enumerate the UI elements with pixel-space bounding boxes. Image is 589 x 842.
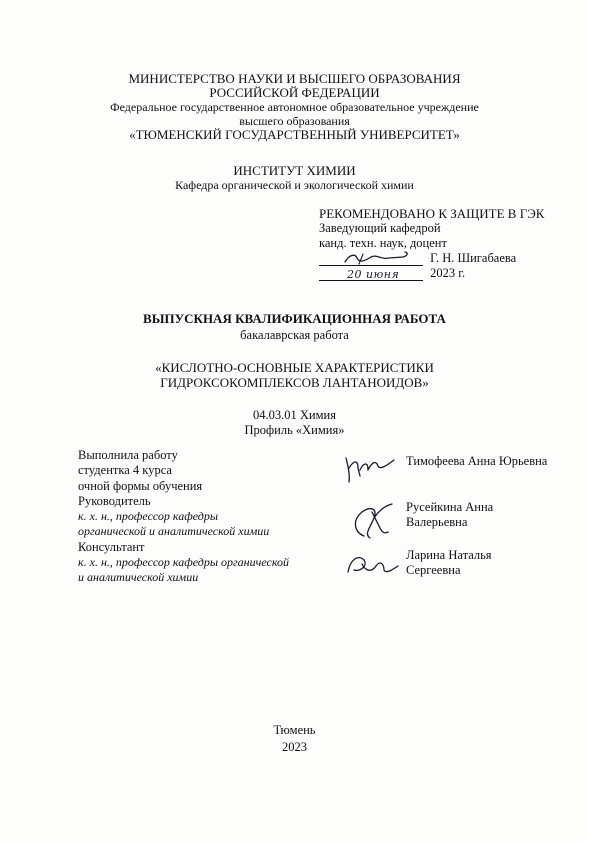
institution-line-2: высшего образования xyxy=(239,114,350,128)
author-role-line-3: очной формы обучения xyxy=(78,478,203,493)
author-name: Тимофеева Анна Юрьевна xyxy=(406,454,548,468)
supervisor-name-line-1: Русейкина Анна xyxy=(406,500,494,514)
head-signature-icon xyxy=(319,251,423,265)
footer-city: Тюмень xyxy=(273,723,316,737)
supervisor-title-line-2: органической и аналитической химии xyxy=(78,524,270,539)
participants-roles xyxy=(78,448,348,586)
approval-degree: канд. техн. наук, доцент xyxy=(319,236,447,250)
work-title-block xyxy=(0,360,589,390)
head-name: Г. Н. Шигабаева xyxy=(430,251,517,265)
work-subtype: бакалаврская работа xyxy=(240,328,349,342)
supervisor-name-line-2: Валерьевна xyxy=(406,515,468,530)
approval-title: РЕКОМЕНДОВАНО К ЗАЩИТЕ В ГЭК xyxy=(319,206,545,221)
approval-date-row xyxy=(319,266,579,281)
footer-block xyxy=(0,722,589,756)
author-role-line-2: студентка 4 курса xyxy=(78,463,172,478)
consultant-name-line-2: Сергеевна xyxy=(406,563,461,578)
consultant-name-line-1: Ларина Наталья xyxy=(406,548,492,562)
consultant-title-line-1: к. х. н., профессор кафедры органической xyxy=(78,555,290,570)
approval-position: Заведующий кафедрой xyxy=(319,221,441,235)
university-name: «ТЮМЕНСКИЙ ГОСУДАРСТВЕННЫЙ УНИВЕРСИТЕТ» xyxy=(129,127,460,142)
specialty: 04.03.01 Химия xyxy=(253,408,336,422)
supervisor-name-block xyxy=(406,500,493,531)
footer-year: 2023 xyxy=(282,740,307,754)
supervisor-title-line-1: к. х. н., профессор кафедры xyxy=(78,509,218,524)
profile: Профиль «Химия» xyxy=(244,423,345,437)
specialty-block xyxy=(0,408,589,438)
consultant-role: Консультант xyxy=(78,539,145,554)
supervisor-signature-icon xyxy=(344,498,398,542)
approval-date-handwritten: 20 июня xyxy=(347,268,400,281)
approval-date-line xyxy=(319,268,423,281)
consultant-name-block xyxy=(406,548,492,579)
author-role-line-1: Выполнила работу xyxy=(78,448,178,462)
consultant-title-line-2: и аналитической химии xyxy=(78,570,199,585)
author-name-block xyxy=(406,454,547,469)
header-block xyxy=(0,72,589,142)
work-subtype-block xyxy=(0,328,589,342)
approval-year: 2023 г. xyxy=(430,266,466,280)
institute-name: ИНСТИТУТ ХИМИИ xyxy=(233,163,356,178)
work-title-line-1: «КИСЛОТНО-ОСНОВНЫЕ ХАРАКТЕРИСТИКИ xyxy=(155,360,434,375)
supervisor-role: Руководитель xyxy=(78,493,151,508)
consultant-signature-icon xyxy=(344,550,402,580)
approval-block xyxy=(319,206,579,281)
author-signature-icon xyxy=(342,448,398,488)
ministry-line-1: МИНИСТЕРСТВО НАУКИ И ВЫСШЕГО ОБРАЗОВАНИЯ xyxy=(128,71,461,86)
work-type: ВЫПУСКНАЯ КВАЛИФИКАЦИОННАЯ РАБОТА xyxy=(143,311,446,326)
head-signature-line xyxy=(319,253,423,266)
department-name: Кафедра органической и экологической химии xyxy=(175,178,414,192)
work-title-line-2: ГИДРОКСОКОМПЛЕКСОВ ЛАНТАНОИДОВ» xyxy=(160,375,429,390)
approval-signature-row xyxy=(319,251,579,266)
institution-line-1: Федеральное государственное автономное образовательное учреждение xyxy=(110,100,479,114)
ministry-line-2: РОССИЙСКОЙ ФЕДЕРАЦИИ xyxy=(209,85,380,100)
institute-block xyxy=(0,164,589,192)
